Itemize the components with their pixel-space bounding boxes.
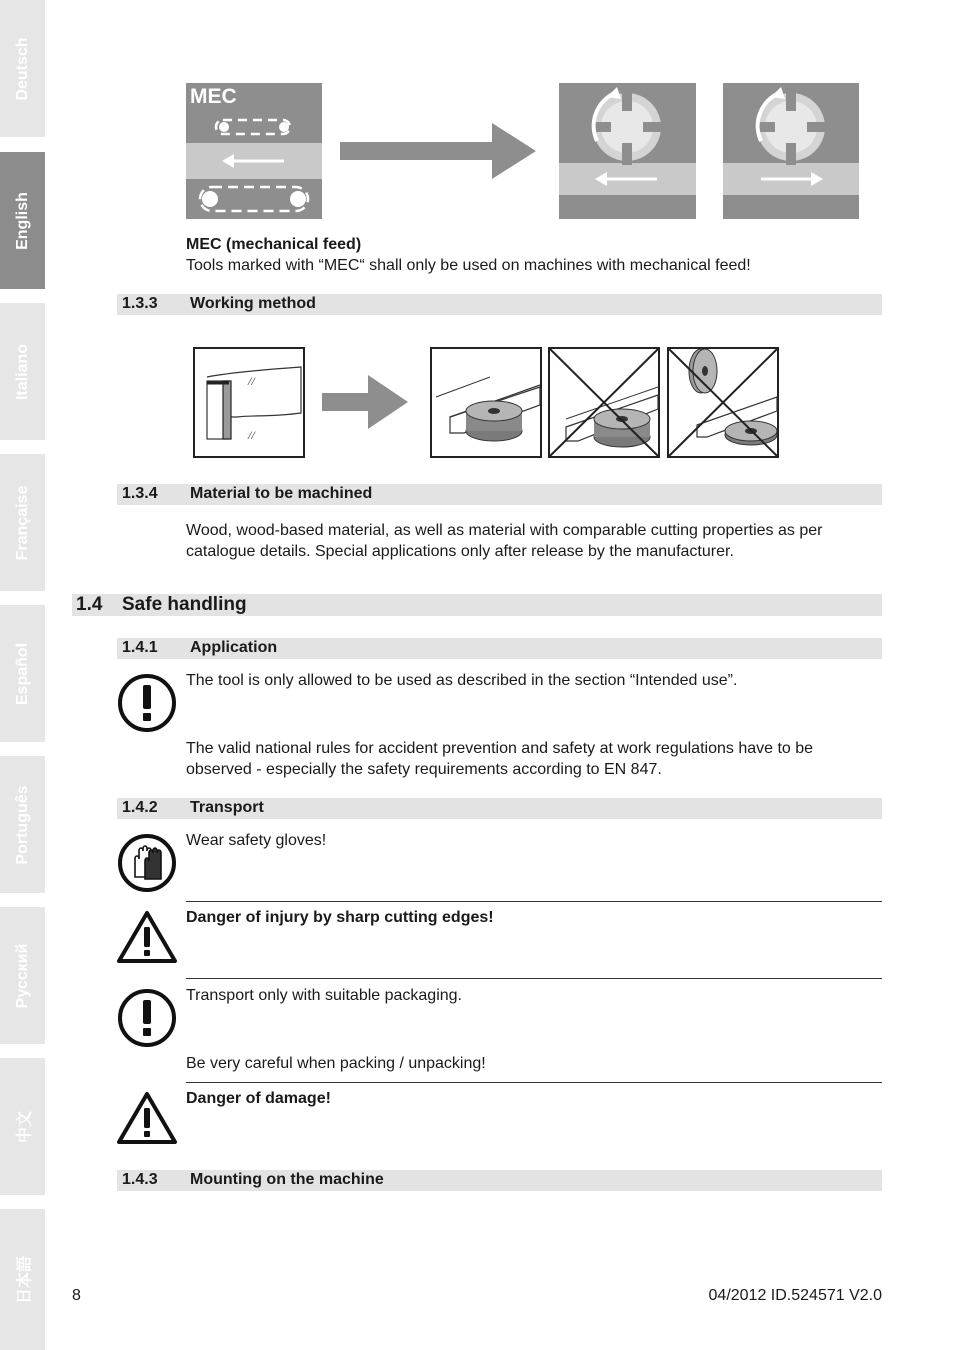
mec-text: Tools marked with “MEC“ shall only be used on machines with mechanical feed! <box>186 257 751 274</box>
section-number: 1.4.3 <box>122 1171 158 1188</box>
section-number: 1.4.2 <box>122 799 158 816</box>
mec-tool-figure <box>186 83 322 219</box>
tab-francaise[interactable]: Française <box>0 454 45 591</box>
incorrect-method-figure-2 <box>667 347 779 458</box>
document-id: 04/2012 ID.524571 V2.0 <box>708 1287 882 1304</box>
tab-english[interactable]: English <box>0 152 45 289</box>
gloves-text: Wear safety gloves! <box>186 832 327 849</box>
material-text-line-2: catalogue details. Special applications only after release by the manufacturer. <box>186 543 734 560</box>
correct-method-figure <box>430 347 542 458</box>
mec-heading: MEC (mechanical feed) <box>186 236 362 253</box>
chapter-header-1-4 <box>72 594 882 616</box>
application-text-2-line-2: observed - especially the safety requirements according to EN 847. <box>186 761 662 778</box>
divider <box>186 1082 882 1083</box>
packaging-text: Transport only with suitable packaging. <box>186 987 462 1004</box>
material-text-line-1: Wood, wood-based material, as well as material with comparable cutting properties as per <box>186 522 823 539</box>
section-title: Working method <box>190 295 316 312</box>
section-header-1-4-2 <box>117 798 882 819</box>
careful-text: Be very careful when packing / unpacking! <box>186 1055 486 1072</box>
application-text-1: The tool is only allowed to be used as described in the section “Intended use”. <box>186 672 738 689</box>
tab-chinese[interactable]: 中文 <box>0 1058 45 1195</box>
tab-japanese[interactable]: 日本語 <box>0 1209 45 1350</box>
tab-espanol[interactable]: Español <box>0 605 45 742</box>
warning-triangle-icon <box>116 910 178 964</box>
svg-text://: // <box>248 374 255 388</box>
mec-badge: MEC <box>190 85 237 108</box>
tab-russian[interactable]: Русский <box>0 907 45 1044</box>
section-number: 1.3.3 <box>122 295 158 312</box>
language-sidebar <box>0 0 45 1350</box>
svg-text://: // <box>248 428 255 442</box>
warning-triangle-icon <box>116 1091 178 1145</box>
notice-exclamation-icon <box>117 673 177 733</box>
divider <box>186 901 882 902</box>
safety-gloves-icon <box>117 833 177 893</box>
section-number: 1.3.4 <box>122 485 158 502</box>
small-right-arrow-icon <box>322 375 408 429</box>
section-header-1-4-3 <box>117 1170 882 1191</box>
notice-exclamation-icon <box>117 988 177 1048</box>
danger-damage-text: Danger of damage! <box>186 1090 331 1107</box>
tab-italiano[interactable]: Italiano <box>0 303 45 440</box>
chapter-title: Safe handling <box>122 594 247 615</box>
section-header-1-3-3 <box>117 294 882 315</box>
section-header-1-3-4 <box>117 484 882 505</box>
workpiece-profile-figure <box>193 347 305 458</box>
application-text-2-line-1: The valid national rules for accident prevention and safety at work regulations have to be <box>186 740 814 757</box>
rotation-left-feed-figure <box>559 83 696 219</box>
chapter-number: 1.4 <box>76 594 103 615</box>
tab-deutsch[interactable]: Deutsch <box>0 0 45 137</box>
section-title: Transport <box>190 799 264 816</box>
section-title: Application <box>190 639 278 656</box>
tab-portugues[interactable]: Português <box>0 756 45 893</box>
danger-edges-text: Danger of injury by sharp cutting edges! <box>186 909 494 926</box>
section-header-1-4-1 <box>117 638 882 659</box>
big-right-arrow-icon <box>340 123 536 179</box>
rotation-right-feed-figure <box>723 83 859 219</box>
divider <box>186 978 882 979</box>
section-title: Material to be machined <box>190 485 373 502</box>
section-title: Mounting on the machine <box>190 1171 384 1188</box>
incorrect-method-figure-1 <box>548 347 660 458</box>
page-number: 8 <box>72 1287 81 1304</box>
section-number: 1.4.1 <box>122 639 158 656</box>
